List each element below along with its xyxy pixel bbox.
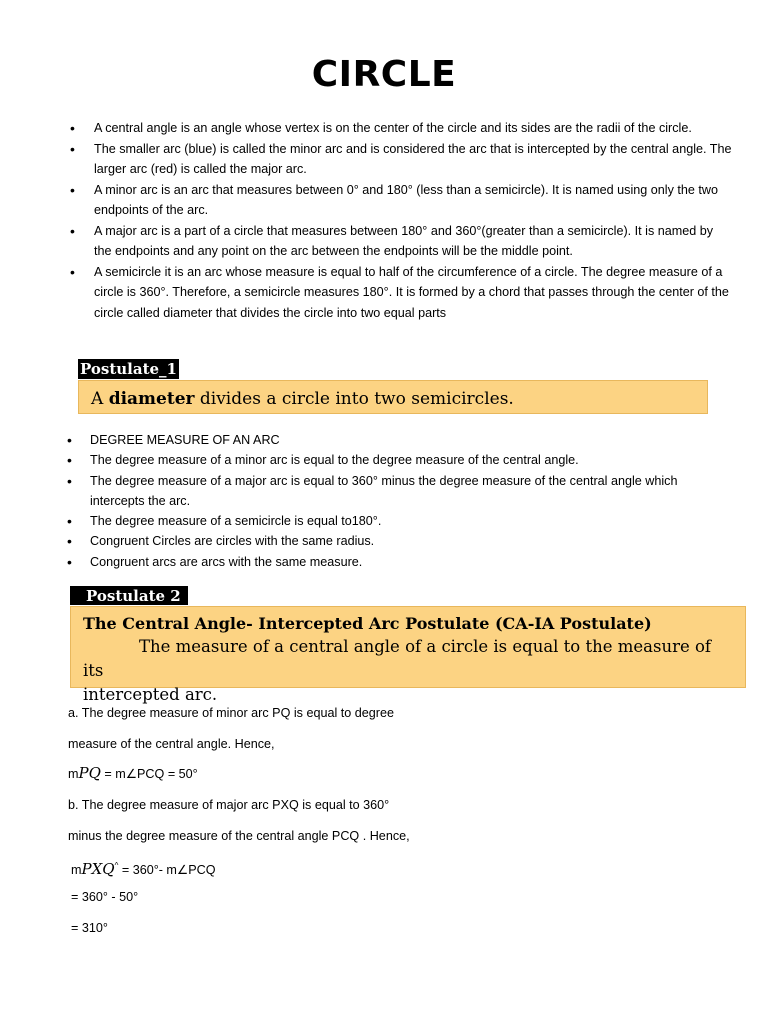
list-item: • Congruent arcs are arcs with the same measure.: [90, 552, 730, 572]
intro-bullet-list: [94, 118, 734, 323]
postulate-2-body-line-2: intercepted arc.: [83, 685, 218, 704]
postulate-2-body-line-1: The measure of a central angle of a circle is equal to the measure of its: [83, 637, 712, 680]
list-item: • Congruent Circles are circles with the same radius.: [90, 531, 730, 551]
equation-result: = 310°: [71, 921, 108, 935]
arc-pq-symbol: PQ: [78, 764, 101, 782]
postulate-2-heading: The Central Angle- Intercepted Arc Postulate (CA-IA Postulate): [83, 614, 652, 633]
postulate-2-label: Postulate 2: [70, 586, 188, 605]
page-title: CIRCLE: [311, 54, 457, 95]
list-item: • A central angle is an angle whose vertex is on the center of the circle and its sides are the radii of the circle.: [94, 118, 734, 139]
list-item: • The degree measure of a minor arc is equal to the degree measure of the central angle.: [90, 450, 730, 470]
example-b-line-2: minus the degree measure of the central angle PCQ . Hence,: [68, 829, 410, 843]
degree-measure-bullet-list: [90, 430, 730, 572]
postulate-2-box: [70, 606, 746, 704]
list-item: • A major arc is a part of a circle that measures between 180° and 360°(greater than a semicircle). It is named by the endpoints and any point on the arc between the endpoints will be the middle point.: [94, 221, 734, 262]
postulate-1-text-a: A: [91, 389, 109, 409]
example-a-line-2: measure of the central angle. Hence,: [68, 737, 275, 751]
list-item: • A semicircle it is an arc whose measure is equal to half of the circumference of a circle. The degree measure of a circle is 360°. Therefore, a semicircle measures 180°. It is formed by a chord that passes through the center of the circle called diameter that divides the circle into two equal parts: [94, 262, 734, 324]
list-item: • The degree measure of a major arc is equal to 360° minus the degree measure of the central angle which intercepts the arc.: [90, 471, 730, 512]
postulate-1-label: Postulate_1: [80, 360, 177, 378]
example-a-line-1: a. The degree measure of minor arc PQ is equal to degree: [68, 706, 394, 720]
example-b-line-1: b. The degree measure of major arc PXQ is equal to 360°: [68, 798, 390, 812]
arc-pxq-symbol: PXQ: [81, 860, 115, 878]
equation-minor-arc: mPQ = m∠PCQ = 50°: [68, 764, 198, 782]
equation-major-arc: mPXQ^ = 360°- m∠PCQ: [71, 860, 216, 878]
list-item: • The degree measure of a semicircle is equal to180°.: [90, 511, 730, 531]
postulate-2-body: [83, 635, 733, 707]
postulate-1-box: [78, 380, 708, 414]
list-item: • DEGREE MEASURE OF AN ARC: [90, 430, 730, 450]
list-item: • A minor arc is an arc that measures between 0° and 180° (less than a semicircle). It is named using only the two endpoints of the arc.: [94, 180, 734, 221]
list-item: • The smaller arc (blue) is called the minor arc and is considered the arc that is intercepted by the central angle. The larger arc (red) is called the major arc.: [94, 139, 734, 180]
arc-mark: ^: [114, 861, 119, 870]
equation-step-2: = 360° - 50°: [71, 890, 139, 904]
postulate-1-text-b: divides a circle into two semicircles.: [194, 389, 514, 409]
postulate-1-keyword: diameter: [108, 389, 195, 409]
